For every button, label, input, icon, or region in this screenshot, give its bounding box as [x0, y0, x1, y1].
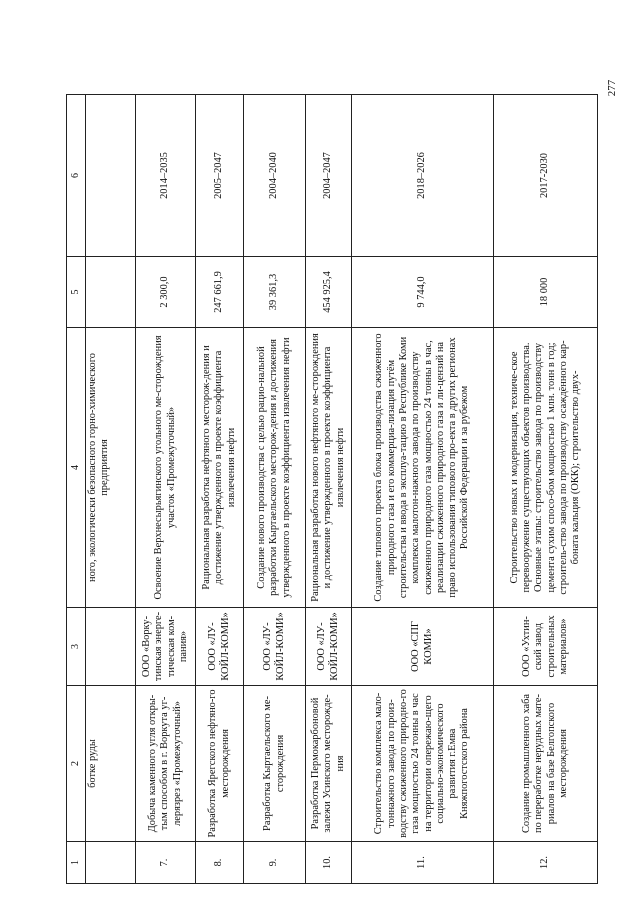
project-name: Разработка Ярегского нефтяно-го месторождения — [196, 686, 244, 842]
project-description: Строительство новых и модернизация, техниче-ское перевооружение существующих объектов производства. Основные этапы: строительство завода по производству цемента сухим спосо-бом мощностью 1 млн. тонн в год; строитель-ство завода по производству осаждённого кар-боната кальция (ОКК); строительство двух- — [494, 328, 598, 608]
amount: 9 744,0 — [352, 257, 494, 328]
table-row — [136, 95, 196, 884]
project-description: Освоение Верхнесырьягинского угольного ме-сторождения участок «Промежуточный» — [136, 328, 196, 608]
table-row — [494, 95, 598, 884]
company: ООО «ЛУ-КОЙЛ-КОМИ» — [306, 608, 352, 686]
row-number — [86, 842, 136, 884]
page-number: 277 — [606, 79, 618, 97]
header-cell: 3 — [67, 608, 86, 686]
table-row — [86, 95, 136, 884]
period: 2004–2047 — [306, 95, 352, 257]
project-name: Разработка Пермокарбоновой залежи Усинского месторожде-ния — [306, 686, 352, 842]
project-name: Создание промышленного хаба по переработке нерудных мате-риалов на базе Белгопского месторождения — [494, 686, 598, 842]
period: 2014–2035 — [136, 95, 196, 257]
project-description: Создание типового проекта блока производства сжиженного природного газа и его коммерциа-лизация путём строительства и ввода в эксплуа-тацию в Республике Коми комплекса малотон-нажного завода по производству сжиженного природного газа мощностью 24 тонны в час, реализации сжиженного природного газа и ли-цензий на право использования типового про-екта в других регионах Российской Федерации и за рубежом — [352, 328, 494, 608]
period: 2018–2026 — [352, 95, 494, 257]
table-row — [306, 95, 352, 884]
amount: 454 925,4 — [306, 257, 352, 328]
header-cell: 1 — [67, 842, 86, 884]
row-number: 7. — [136, 842, 196, 884]
row-number: 11. — [352, 842, 494, 884]
table-row — [244, 95, 306, 884]
header-cell: 2 — [67, 686, 86, 842]
project-description: ного, экологически безопасного горно-химического предприятия — [86, 328, 136, 608]
project-name: Строительство комплекса мало-тоннажного завода по произ-водству сжиженного природно-го газа мощностью 24 тонны в час на территории опережаю-щего социально-экономического развития г.Емва Княжпогостского района — [352, 686, 494, 842]
row-number: 10. — [306, 842, 352, 884]
amount: 2 300,0 — [136, 257, 196, 328]
company: ООО «ЛУ-КОЙЛ-КОМИ» — [244, 608, 306, 686]
row-number: 12. — [494, 842, 598, 884]
header-cell: 6 — [67, 95, 86, 257]
company: ООО «Ухтин-ский завод строительных материалов» — [494, 608, 598, 686]
amount: 18 000 — [494, 257, 598, 328]
company: ООО «Ворку-тинская энерге-тическая ком-пания» — [136, 608, 196, 686]
amount: 39 361,3 — [244, 257, 306, 328]
period: 2004–2040 — [244, 95, 306, 257]
period: 2017-2030 — [494, 95, 598, 257]
project-name: Разработка Кыртаельского ме-сторождения — [244, 686, 306, 842]
project-description: Рациональная разработка нефтяного месторож-дения и достижение утвержденного в проекте коэффициента извлечения нефти — [196, 328, 244, 608]
header-row — [67, 95, 86, 884]
rotated-table-container — [66, 95, 581, 884]
amount — [86, 257, 136, 328]
table-row — [352, 95, 494, 884]
projects-table — [66, 94, 598, 884]
company — [86, 608, 136, 686]
project-description: Рациональная разработка нового нефтяного ме-сторождения и достижение утвержденного в проекте коэффициента извлечения нефти — [306, 328, 352, 608]
header-cell: 4 — [67, 328, 86, 608]
company: ООО «ЛУ-КОЙЛ-КОМИ» — [196, 608, 244, 686]
table-row — [196, 95, 244, 884]
header-cell: 5 — [67, 257, 86, 328]
project-name: ботке руды — [86, 686, 136, 842]
project-name: Добыча каменного угля откры-тым способом в г. Воркута уг-лерязрез «Промежуточный» — [136, 686, 196, 842]
period — [86, 95, 136, 257]
row-number: 9. — [244, 842, 306, 884]
row-number: 8. — [196, 842, 244, 884]
period: 2005–2047 — [196, 95, 244, 257]
project-description: Создание нового производства с целью рацио-нальной разработки Кыртаельского месторож-дения и достижения утвержденного в проекте коэффициента извлечения нефти — [244, 328, 306, 608]
amount: 247 661,9 — [196, 257, 244, 328]
company: ООО «СПГ КОМИ» — [352, 608, 494, 686]
